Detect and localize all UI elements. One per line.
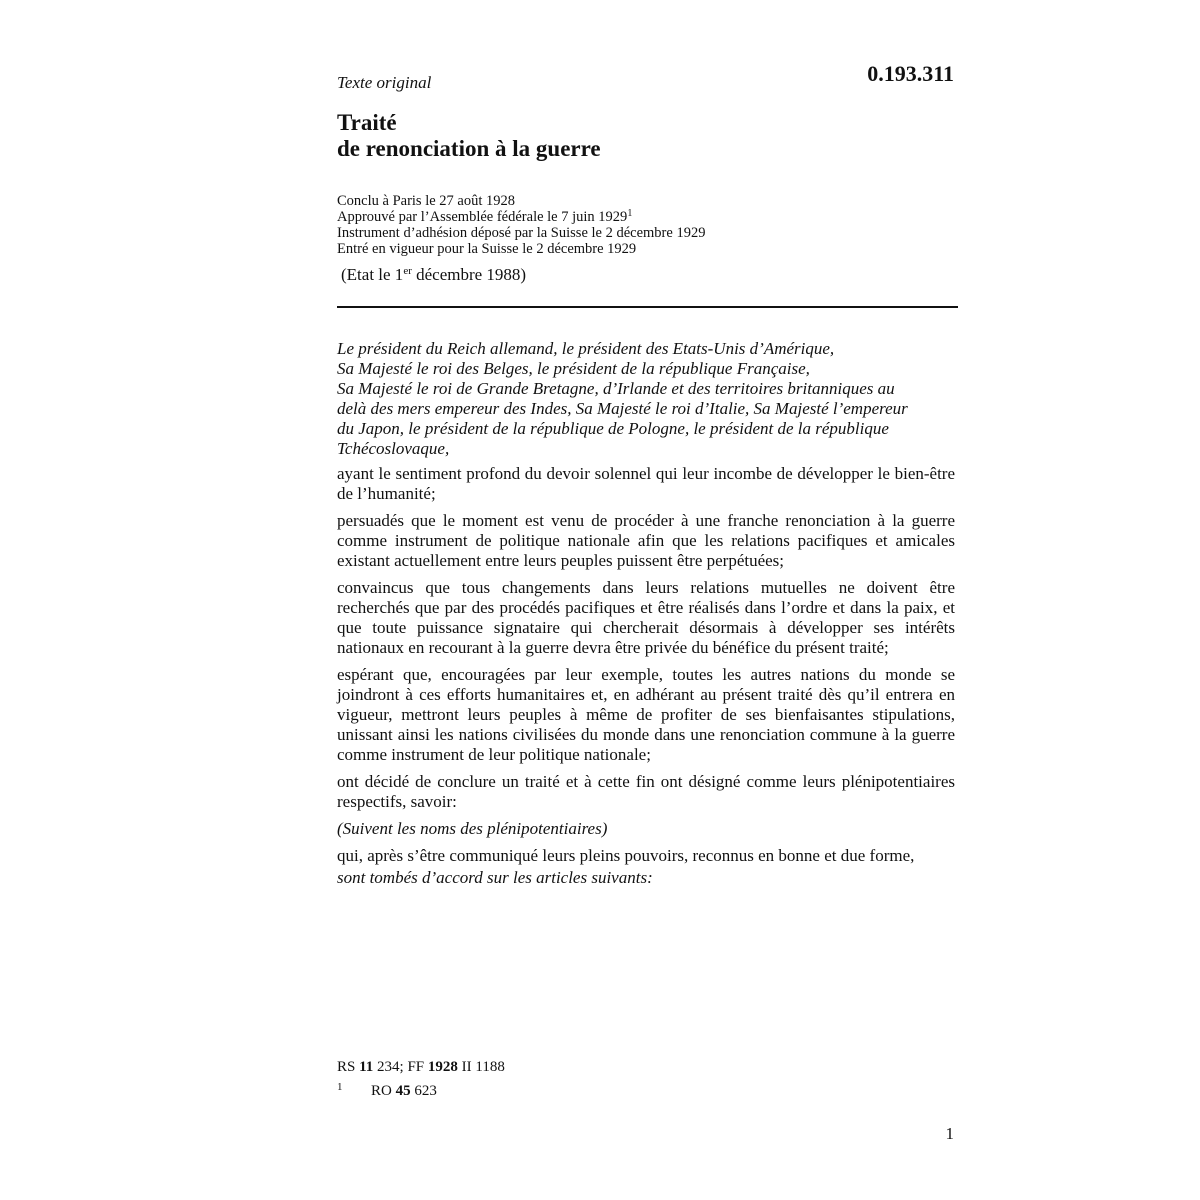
meta-approuve [337, 209, 705, 225]
meta-conclu: Conclu à Paris le 27 août 1928 [337, 193, 516, 209]
document-number: 0.193.311 [867, 61, 954, 86]
preamble-paragraph-7: sont tombés d’accord sur les articles suivants: [337, 868, 653, 887]
ro-volume: 45 [395, 1083, 411, 1099]
preamble-paragraph-4: espérant que, encouragées par leur exemple, toutes les autres nations du monde se joindront à ces efforts humanitaires et, en adhérant au présent traité dès qu’il entrera en vigueur, mettront leurs peuples à même de profiter de ses bienfaisantes stipulations, unissant ainsi les nations civilisées du monde dans une renonciation commune à la guerre comme instrument de leur politique nationale; [337, 665, 955, 764]
etat-suffix: décembre 1988) [411, 265, 527, 284]
preamble-paragraph-3: convaincus que tous changements dans leurs relations mutuelles ne doivent être recherchés que par des procédés pacifiques et être réalisés dans l’ordre et dans la paix, et que toute puissance signataire qui chercherait désormais à développer ses intérêts nationaux en recourant à la guerre devra être privée du bénéfice du présent traité; [337, 578, 955, 657]
texte-original-label: Texte original [337, 73, 432, 92]
preamble-paragraph-2: persuadés que le moment est venu de procéder à une franche renonciation à la guerre comme instrument de politique nationale afin que les relations pacifiques et amicales existant actuellement entre leurs peuples puissent être perpétuées; [337, 511, 955, 570]
footnote-ref-1[interactable]: 1 [627, 208, 633, 219]
title-line-1: Traité [337, 110, 397, 135]
treaty-metadata [337, 193, 705, 257]
rs-middle: 234; FF [373, 1059, 428, 1075]
preamble-paragraph-1: ayant le sentiment profond du devoir solennel qui leur incombe de développer le bien-être de l’humanité; [337, 464, 955, 503]
parties-line: Tchécoslovaque, [337, 439, 450, 458]
meta-approuve-text: Approuvé par l’Assemblée fédérale le 7 juin 1929 [337, 209, 628, 225]
contracting-parties [337, 339, 955, 459]
parties-line: du Japon, le président de la république de Pologne, le président de la république [337, 419, 889, 438]
ff-rest: II 1188 [457, 1059, 505, 1075]
rs-prefix: RS [337, 1059, 360, 1075]
preamble-paragraph-6: qui, après s’être communiqué leurs pleins pouvoirs, reconnus en bonne et due forme, [337, 846, 915, 865]
parties-line: Le président du Reich allemand, le président des Etats-Unis d’Amérique, [337, 339, 835, 358]
preamble-paragraph-5: ont décidé de conclure un traité et à cette fin ont désigné comme leurs plénipotentiaires respectifs, savoir: [337, 772, 955, 811]
header-divider [337, 306, 958, 308]
parties-line: Sa Majesté le roi de Grande Bretagne, d’Irlande et des territoires britanniques au [337, 379, 895, 398]
parties-line: delà des mers empereur des Indes, Sa Majesté le roi d’Italie, Sa Majesté l’empereur [337, 399, 908, 418]
document-title [337, 110, 601, 162]
ff-year: 1928 [427, 1059, 458, 1075]
etat-prefix: (Etat le 1 [341, 265, 404, 284]
meta-instrument: Instrument d’adhésion déposé par la Suisse le 2 décembre 1929 [337, 225, 706, 241]
etat-superscript: er [403, 265, 412, 277]
etat-date [341, 265, 526, 285]
title-line-2: de renonciation à la guerre [337, 136, 601, 161]
preamble-body [337, 339, 955, 895]
plenipotentiaries-note: (Suivent les noms des plénipotentiaires) [337, 819, 608, 838]
ro-prefix: RO [371, 1083, 396, 1099]
footnote-1 [337, 1081, 437, 1100]
footnote-mark: 1 [337, 1081, 343, 1093]
meta-entre: Entré en vigueur pour la Suisse le 2 décembre 1929 [337, 241, 637, 257]
parties-line: Sa Majesté le roi des Belges, le président de la république Française, [337, 359, 810, 378]
page-number: 1 [945, 1124, 954, 1143]
footer-references [337, 1059, 505, 1076]
rs-volume: 11 [359, 1059, 374, 1075]
ro-rest: 623 [410, 1083, 437, 1099]
